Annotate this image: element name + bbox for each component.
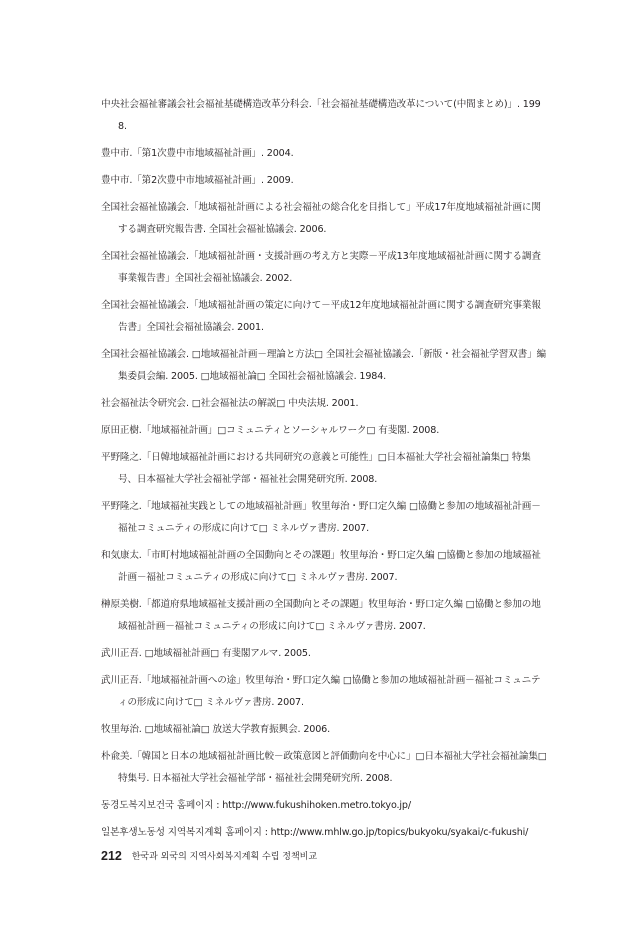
- reference-entry: 全国社会福祉協議会.「地域福祉計画による社会福祉の総合化を目指して」平成17年度地域福祉計画に関する調査研究報告書. 全国社会福祉協議会. 2006.: [101, 202, 541, 235]
- reference-entry: 武川正吾.「地域福祉計画への途」牧里毎治・野口定久編 □協働と参加の地域福祉計画－福祉コミュニティの形成に向けて□ ミネルヴァ書房. 2007.: [101, 675, 541, 708]
- reference-entry: 牧里毎治. □地域福祉論□ 放送大学教育振興会. 2006.: [101, 724, 331, 735]
- reference-entry: 中央社会福祉審議会社会福祉基礎構造改革分科会.「社会福祉基礎構造改革について(中間まとめ)」. 1998.: [101, 99, 541, 132]
- reference-entry: 全国社会福祉協議会.「地域福祉計画の策定に向けて－平成12年度地域福祉計画に関する調査研究事業報告書」全国社会福祉協議会. 2001.: [101, 300, 541, 333]
- reference-entry: 平野隆之.「地域福祉実践としての地域福祉計画」牧里毎治・野口定久編 □協働と参加の地域福祉計画－福祉コミュニティの形成に向けて□ ミネルヴァ書房. 2007.: [101, 501, 541, 534]
- reference-entry: 일본후생노동성 지역복지계획 홈페이지 : http://www.mhlw.go.jp/topics/bukyoku/syakai/c-fukushi/: [101, 827, 529, 838]
- page-number: 212: [101, 849, 122, 863]
- reference-entry: 豊中市.「第2次豊中市地域福祉計画」. 2009.: [101, 175, 294, 186]
- reference-entry: 朴兪美.「韓国と日本の地域福祉計画比較－政策意図と評価動向を中心に」□日本福祉大学社会福祉論集□ 特集号. 日本福祉大学社会福祉学部・福祉社会開発研究所. 2008.: [101, 751, 547, 784]
- reference-entry: 全国社会福祉協議会.「地域福祉計画・支援計画の考え方と実際－平成13年度地域福祉計画に関する調査事業報告書」全国社会福祉協議会. 2002.: [101, 251, 541, 284]
- running-title: 한국과 외국의 지역사회복지계획 수립 정책비교: [131, 852, 318, 862]
- reference-entry: 和気康太.「市町村地域福祉計画の全国動向とその課題」牧里毎治・野口定久編 □協働と参加の地域福祉計画－福祉コミュニティの形成に向けて□ ミネルヴァ書房. 2007.: [101, 550, 541, 583]
- reference-entry: 豊中市.「第1次豊中市地域福祉計画」. 2004.: [101, 148, 294, 159]
- reference-entry: 全国社会福祉協議会. □地域福祉計画－理論と方法□ 全国社会福祉協議会.「新版・社会福祉学習双書」編集委員会編. 2005. □地域福祉論□ 全国社会福祉協議会. 1984.: [101, 349, 546, 382]
- reference-entry: 榊原美樹.「都道府県地域福祉支援計画の全国動向とその課題」牧里毎治・野口定久編 □協働と参加の地域福祉計画－福祉コミュニティの形成に向けて□ ミネルヴァ書房. 2007.: [101, 599, 541, 632]
- reference-entry: 武川正吾. □地域福祉計画□ 有斐閣アルマ. 2005.: [101, 648, 311, 659]
- reference-list: [101, 94, 547, 849]
- page-footer: [101, 849, 317, 864]
- reference-entry: 平野隆之.「日韓地域福祉計画における共同研究の意義と可能性」□日本福祉大学社会福祉論集□ 特集号、日本福祉大学社会福祉学部・福祉社会開発研究所. 2008.: [101, 452, 531, 485]
- reference-entry: 社会福祉法令研究会. □社会福祉法の解説□ 中央法規. 2001.: [101, 398, 359, 409]
- reference-entry: 原田正樹.「地域福祉計画」□コミュニティとソーシャルワーク□ 有斐閣. 2008.: [101, 425, 440, 436]
- reference-entry: 동경도복지보건국 홈페이지 : http://www.fukushihoken.metro.tokyo.jp/: [101, 800, 411, 811]
